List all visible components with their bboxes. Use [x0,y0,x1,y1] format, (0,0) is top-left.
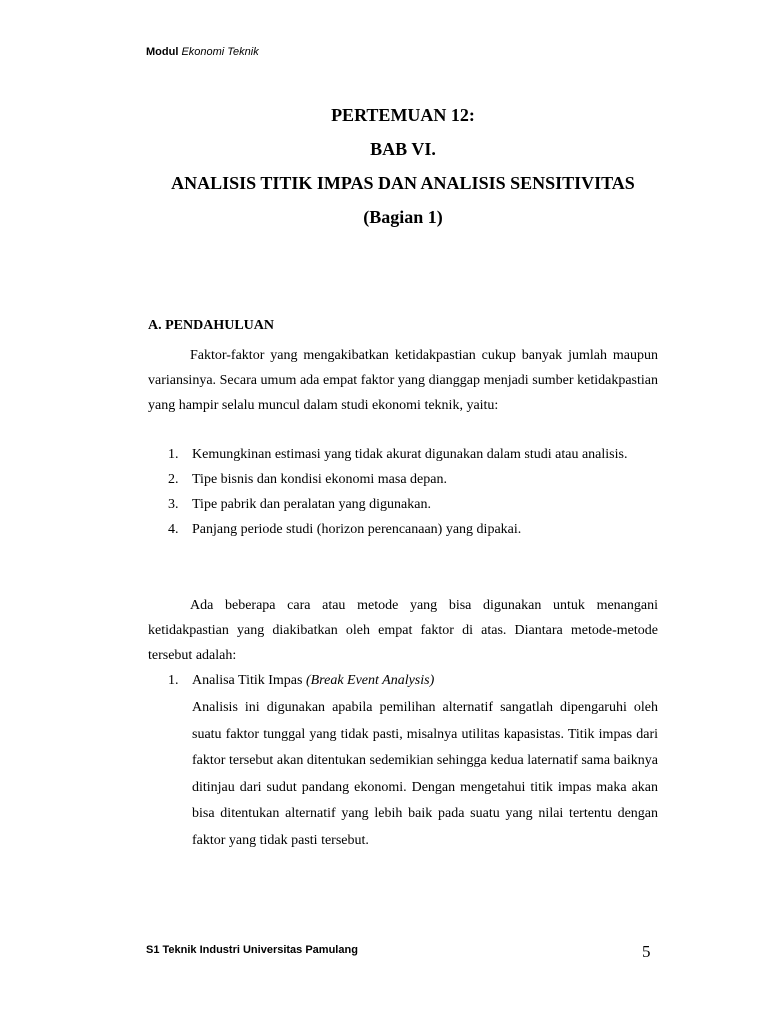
header-module-label: Modul [146,46,179,58]
chapter-title-block [148,104,658,228]
chapter-title: ANALISIS TITIK IMPAS DAN ANALISIS SENSITIVITAS [171,173,635,193]
list-item [168,492,658,517]
uncertainty-factors-list [168,442,658,542]
list-item-text: Panjang periode studi (horizon perencanaan) yang dipakai. [192,522,522,537]
header-course-title: Ekonomi Teknik [181,46,259,58]
method-title [192,668,658,693]
list-item-text: Tipe pabrik dan peralatan yang digunakan. [192,497,431,512]
section-heading: A. PENDAHULUAN [148,318,274,333]
chapter-part: (Bagian 1) [363,207,443,227]
page-number: 5 [642,942,651,961]
list-item-number: 4. [168,522,179,537]
method-title-english: (Break Event Analysis) [305,673,435,688]
list-item [168,668,658,693]
list-item-number: 1. [168,673,179,688]
list-item [168,517,658,542]
methods-list [168,668,658,854]
list-item-number: 3. [168,497,179,512]
methods-paragraph: Ada beberapa cara atau metode yang bisa digunakan untuk menangani ketidakpastian yang diakibatkan oleh empat faktor di atas. Diantara metode-metode tersebut adalah: [148,598,658,663]
list-item-text: Tipe bisnis dan kondisi ekonomi masa depan. [192,472,447,487]
method-title-text: Analisa Titik Impas [192,673,303,688]
method-description: Analisis ini digunakan apabila pemilihan alternatif sangatlah dipengaruhi oleh suatu faktor tunggal yang tidak pasti, misalnya utilitas kapasistas. Titik impas dari faktor tersebut akan ditentukan sedemikian sehingga kedua laternatif sama baiknya ditinjau dari sudut pandang ekonomi. Dengan mengetahui titik impas maka akan bisa ditentukan alternatif yang lebih baik pada suatu yang nilai tertentu dengan faktor yang tidak pasti tersebut. [192,700,658,848]
list-item [168,467,658,492]
list-item-number: 2. [168,472,179,487]
running-footer: S1 Teknik Industri Universitas Pamulang [146,944,358,956]
list-item [168,442,658,467]
running-header [146,46,259,58]
list-item-number: 1. [168,447,179,462]
list-item-text: Kemungkinan estimasi yang tidak akurat digunakan dalam studi atau analisis. [192,447,628,462]
chapter-number: BAB VI. [370,139,436,159]
intro-paragraph: Faktor-faktor yang mengakibatkan ketidakpastian cukup banyak jumlah maupun variansinya. Secara umum ada empat faktor yang dianggap menjadi sumber ketidakpastian yang hampir selalu muncul dalam studi ekonomi teknik, yaitu: [148,348,658,413]
meeting-title: PERTEMUAN 12: [331,105,475,125]
